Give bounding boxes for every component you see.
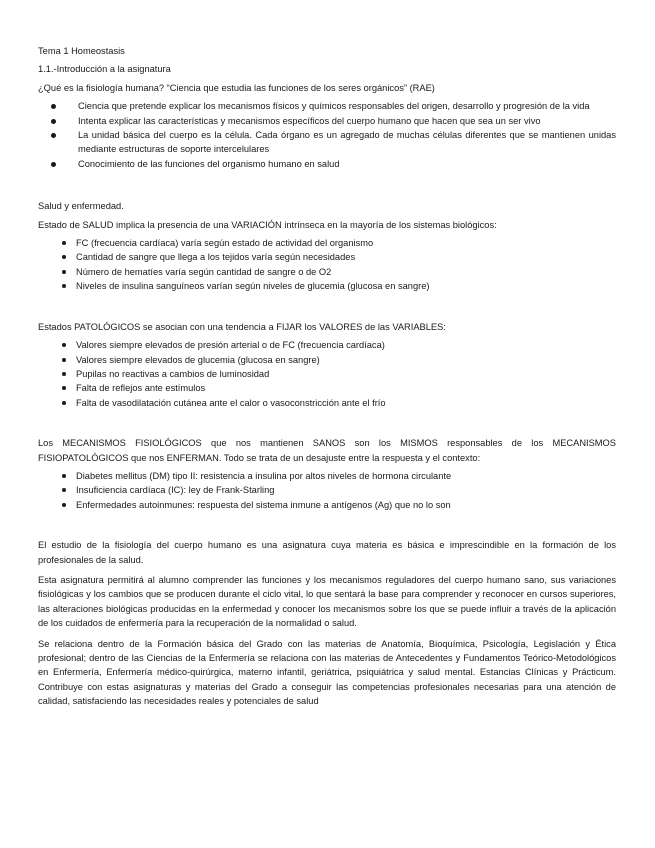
list-item: Falta de vasodilatación cutánea ante el calor o vasoconstricción ante el frío (38, 396, 616, 410)
health-intro: Estado de SALUD implica la presencia de una VARIACIÓN intrínseca en la mayoría de los sistemas biológicos: (38, 219, 497, 230)
pathology-list (38, 338, 616, 410)
bullet-icon (51, 104, 56, 109)
mechanisms-intro: Los MECANISMOS FISIOLÓGICOS que nos mantienen SANOS son los MISMOS responsables de los MECANISMOS FISIOPATOLÓGICOS que nos ENFERMAN. Todo se trata de un desajuste entre la respuesta y el contexto: (38, 438, 616, 463)
bullet-icon (62, 386, 66, 390)
bullet-icon (62, 270, 66, 274)
bullet-icon (62, 284, 66, 288)
list-item: Insuficiencia cardíaca (IC): ley de Frank-Starling (38, 483, 616, 497)
list-item: Ciencia que pretende explicar los mecanismos físicos y químicos responsables del origen, desarrollo y progresión de la vida (38, 99, 616, 113)
list-item: Enfermedades autoinmunes: respuesta del sistema inmune a antígenos (Ag) que no lo son (38, 498, 616, 512)
bullet-icon (62, 255, 66, 259)
bullet-icon (62, 474, 66, 478)
bullet-icon (62, 401, 66, 405)
list-item: Pupilas no reactivas a cambios de luminosidad (38, 367, 616, 381)
mechanisms-list (38, 469, 616, 512)
list-item: Número de hematíes varía según cantidad de sangre o de O2 (38, 265, 616, 279)
bullet-icon (62, 358, 66, 362)
document-page (38, 44, 616, 709)
paragraph-relations: Se relaciona dentro de la Formación básica del Grado con las materias de Anatomía, Bioquímica, Psicología, Legislación y Ética profesional; dentro de las Ciencias de la Enfermería se relaciona con las materias de Antecedentes y Fundamentos Teórico-Metodológicos en Enfermería, Enfermería médico-quirúrgica, materno infantil, geriátrica, psiquiátrica y salud mental. Estancias Clínicas y Prácticum. Contribuye con estas asignaturas y materias del Grado a conseguir las competencias profesionales necesarias para una atención de calidad, satisfaciendo las necesidades reales y potenciales de salud (38, 638, 616, 707)
list-item: FC (frecuencia cardíaca) varía según estado de actividad del organismo (38, 236, 616, 250)
list-item: Cantidad de sangre que llega a los tejidos varía según necesidades (38, 250, 616, 264)
health-list (38, 236, 616, 294)
bullet-icon (62, 488, 66, 492)
bullet-icon (62, 503, 66, 507)
list-item: Valores siempre elevados de glucemia (glucosa en sangre) (38, 353, 616, 367)
bullet-icon (62, 343, 66, 347)
list-item: Niveles de insulina sanguíneos varían según niveles de glucemia (glucosa en sangre) (38, 279, 616, 293)
health-heading: Salud y enfermedad. (38, 201, 124, 212)
bullet-icon (51, 162, 56, 167)
bullet-icon (51, 119, 56, 124)
pathology-intro: Estados PATOLÓGICOS se asocian con una tendencia a FIJAR los VALORES de las VARIABLES: (38, 321, 446, 332)
bullet-icon (62, 241, 66, 245)
page-title: Tema 1 Homeostasis (38, 46, 125, 56)
paragraph-objectives: Esta asignatura permitirá al alumno comprender las funciones y los mecanismos reguladores del cuerpo humano sano, sus variaciones fisiológicas y los cambios que se producen durante el ciclo vital, lo que sentará la base para comprender y reconocer en cursos superiores, las alteraciones biológicas producidas en la enfermedad y conocer los mecanismos sobre los que se puede influir a través de la aplicación de los cuidados de enfermería para la recuperación de la normalidad o salud. (38, 574, 616, 629)
bullet-icon (62, 372, 66, 376)
bullet-icon (51, 133, 56, 138)
paragraph-study: El estudio de la fisiología del cuerpo humano es una asignatura cuya materia es básica e imprescindible en la formación de los profesionales de la salud. (38, 540, 616, 565)
definition-list (38, 99, 616, 171)
list-item: Conocimiento de las funciones del organismo humano en salud (38, 157, 616, 171)
section-subtitle: 1.1.-Introducción a la asignatura (38, 64, 171, 75)
list-item: Falta de reflejos ante estímulos (38, 381, 616, 395)
list-item: Intenta explicar las características y mecanismos específicos del cuerpo humano que hacen que sea un ser vivo (38, 114, 616, 128)
list-item: La unidad básica del cuerpo es la célula. Cada órgano es un agregado de muchas células diferentes que se mantienen unidas mediante estructuras de soporte intercelulares (38, 128, 616, 157)
list-item: Diabetes mellitus (DM) tipo II: resistencia a insulina por altos niveles de hormona circulante (38, 469, 616, 483)
list-item: Valores siempre elevados de presión arterial o de FC (frecuencia cardíaca) (38, 338, 616, 352)
definition-question: ¿Qué es la fisiología humana? “Ciencia que estudia las funciones de los seres orgánicos” (RAE) (38, 82, 435, 93)
